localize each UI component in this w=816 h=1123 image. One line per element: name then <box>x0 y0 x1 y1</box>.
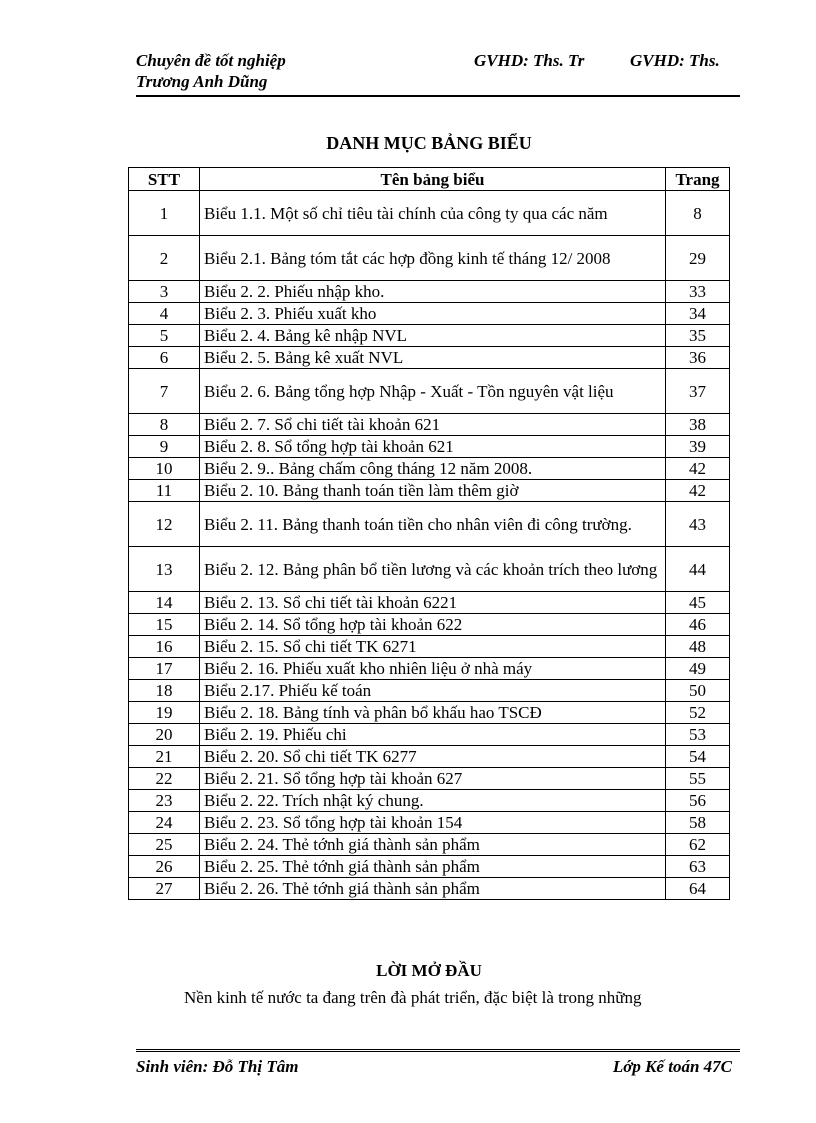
header-author-name: Trương Anh Dũng <box>136 72 268 91</box>
row-stt: 24 <box>129 812 200 834</box>
table-row <box>129 878 730 900</box>
row-stt: 17 <box>129 658 200 680</box>
row-stt: 10 <box>129 458 200 480</box>
row-name: Biểu 2.1. Bảng tóm tắt các hợp đồng kinh tế tháng 12/ 2008 <box>200 236 666 281</box>
row-name: Biểu 2.17. Phiếu kế toán <box>200 680 666 702</box>
table-row <box>129 724 730 746</box>
table-row <box>129 480 730 502</box>
row-stt: 14 <box>129 592 200 614</box>
table-row <box>129 790 730 812</box>
table-row <box>129 592 730 614</box>
table-row <box>129 414 730 436</box>
row-page: 56 <box>666 790 730 812</box>
row-stt: 26 <box>129 856 200 878</box>
table-header-row <box>129 168 730 191</box>
table-row <box>129 347 730 369</box>
table-row <box>129 502 730 547</box>
row-stt: 22 <box>129 768 200 790</box>
row-stt: 2 <box>129 236 200 281</box>
row-name: Biểu 2. 18. Bảng tính và phân bổ khấu hao TSCĐ <box>200 702 666 724</box>
intro-heading: LỜI MỞ ĐẦU <box>376 961 482 980</box>
row-stt: 11 <box>129 480 200 502</box>
table-row <box>129 191 730 236</box>
row-name: Biểu 2. 2. Phiếu nhập kho. <box>200 281 666 303</box>
row-name: Biểu 2. 8. Sổ tổng hợp tài khoản 621 <box>200 436 666 458</box>
table-row <box>129 236 730 281</box>
row-stt: 5 <box>129 325 200 347</box>
table-row <box>129 746 730 768</box>
row-page: 63 <box>666 856 730 878</box>
table-row <box>129 768 730 790</box>
table-row <box>129 369 730 414</box>
page-footer <box>136 1049 740 1078</box>
table-row <box>129 547 730 592</box>
row-stt: 25 <box>129 834 200 856</box>
column-header-name: Tên bảng biểu <box>200 168 666 191</box>
row-name: Biểu 2. 16. Phiếu xuất kho nhiên liệu ở nhà máy <box>200 658 666 680</box>
table-row <box>129 436 730 458</box>
row-name: Biểu 2. 5. Bảng kê xuất NVL <box>200 347 666 369</box>
row-page: 42 <box>666 458 730 480</box>
row-name: Biểu 2. 10. Bảng thanh toán tiền làm thêm giờ <box>200 480 666 502</box>
row-page: 39 <box>666 436 730 458</box>
row-page: 52 <box>666 702 730 724</box>
row-stt: 3 <box>129 281 200 303</box>
row-page: 49 <box>666 658 730 680</box>
row-stt: 8 <box>129 414 200 436</box>
table-row <box>129 458 730 480</box>
row-page: 36 <box>666 347 730 369</box>
table-row <box>129 325 730 347</box>
row-page: 53 <box>666 724 730 746</box>
row-page: 48 <box>666 636 730 658</box>
row-page: 37 <box>666 369 730 414</box>
row-stt: 4 <box>129 303 200 325</box>
row-page: 38 <box>666 414 730 436</box>
table-body <box>129 191 730 900</box>
row-name: Biểu 2. 12. Bảng phân bổ tiền lương và các khoản trích theo lương <box>200 547 666 592</box>
row-page: 45 <box>666 592 730 614</box>
table-row <box>129 812 730 834</box>
row-page: 34 <box>666 303 730 325</box>
row-page: 50 <box>666 680 730 702</box>
row-name: Biểu 2. 24. Thẻ tớnh giá thành sản phẩm <box>200 834 666 856</box>
row-name: Biểu 2. 6. Bảng tổng hợp Nhập - Xuất - Tồn nguyên vật liệu <box>200 369 666 414</box>
row-stt: 6 <box>129 347 200 369</box>
row-page: 43 <box>666 502 730 547</box>
table-list <box>128 167 730 900</box>
header-advisor-2: GVHD: Ths. <box>630 51 720 70</box>
table-row <box>129 281 730 303</box>
row-stt: 21 <box>129 746 200 768</box>
row-name: Biểu 2. 11. Bảng thanh toán tiền cho nhân viên đi công trường. <box>200 502 666 547</box>
row-name: Biểu 2. 19. Phiếu chi <box>200 724 666 746</box>
table-row <box>129 614 730 636</box>
row-stt: 16 <box>129 636 200 658</box>
table-row <box>129 303 730 325</box>
row-page: 54 <box>666 746 730 768</box>
row-name: Biểu 2. 13. Sổ chi tiết tài khoản 6221 <box>200 592 666 614</box>
row-name: Biểu 2. 23. Sổ tổng hợp tài khoản 154 <box>200 812 666 834</box>
header-advisor-1: GVHD: Ths. Tr <box>474 51 585 70</box>
row-stt: 23 <box>129 790 200 812</box>
row-page: 35 <box>666 325 730 347</box>
row-page: 55 <box>666 768 730 790</box>
table-row <box>129 702 730 724</box>
footer-class: Lớp Kế toán 47C <box>612 1057 732 1076</box>
row-page: 44 <box>666 547 730 592</box>
page-title: DANH MỤC BẢNG BIỂU <box>326 133 532 153</box>
row-name: Biểu 2. 15. Sổ chi tiết TK 6271 <box>200 636 666 658</box>
row-page: 33 <box>666 281 730 303</box>
column-header-page: Trang <box>666 168 730 191</box>
table-row <box>129 856 730 878</box>
row-stt: 7 <box>129 369 200 414</box>
row-name: Biểu 2. 26. Thẻ tớnh giá thành sản phẩm <box>200 878 666 900</box>
row-page: 46 <box>666 614 730 636</box>
row-name: Biểu 2. 4. Bảng kê nhập NVL <box>200 325 666 347</box>
row-name: Biểu 2. 9.. Bảng chấm công tháng 12 năm 2008. <box>200 458 666 480</box>
row-stt: 27 <box>129 878 200 900</box>
row-page: 62 <box>666 834 730 856</box>
footer-student: Sinh viên: Đỗ Thị Tâm <box>136 1057 299 1076</box>
row-page: 58 <box>666 812 730 834</box>
row-name: Biểu 2. 20. Sổ chi tiết TK 6277 <box>200 746 666 768</box>
table-row <box>129 636 730 658</box>
header-thesis-label: Chuyên đề tốt nghiệp <box>136 51 286 70</box>
row-stt: 15 <box>129 614 200 636</box>
row-stt: 1 <box>129 191 200 236</box>
row-stt: 12 <box>129 502 200 547</box>
intro-paragraph: Nền kinh tế nước ta đang trên đà phát triển, đặc biệt là trong những <box>184 988 642 1007</box>
table-row <box>129 658 730 680</box>
row-stt: 9 <box>129 436 200 458</box>
row-stt: 18 <box>129 680 200 702</box>
row-name: Biểu 2. 22. Trích nhật ký chung. <box>200 790 666 812</box>
row-stt: 20 <box>129 724 200 746</box>
table-row <box>129 834 730 856</box>
table-row <box>129 680 730 702</box>
row-name: Biểu 1.1. Một số chỉ tiêu tài chính của công ty qua các năm <box>200 191 666 236</box>
row-name: Biểu 2. 21. Sổ tổng hợp tài khoản 627 <box>200 768 666 790</box>
row-name: Biểu 2. 3. Phiếu xuất kho <box>200 303 666 325</box>
row-stt: 13 <box>129 547 200 592</box>
row-page: 42 <box>666 480 730 502</box>
row-page: 64 <box>666 878 730 900</box>
row-page: 29 <box>666 236 730 281</box>
page-header <box>136 49 740 97</box>
row-stt: 19 <box>129 702 200 724</box>
column-header-stt: STT <box>129 168 200 191</box>
row-name: Biểu 2. 25. Thẻ tớnh giá thành sản phẩm <box>200 856 666 878</box>
row-page: 8 <box>666 191 730 236</box>
row-name: Biểu 2. 7. Sổ chi tiết tài khoản 621 <box>200 414 666 436</box>
row-name: Biểu 2. 14. Sổ tổng hợp tài khoản 622 <box>200 614 666 636</box>
